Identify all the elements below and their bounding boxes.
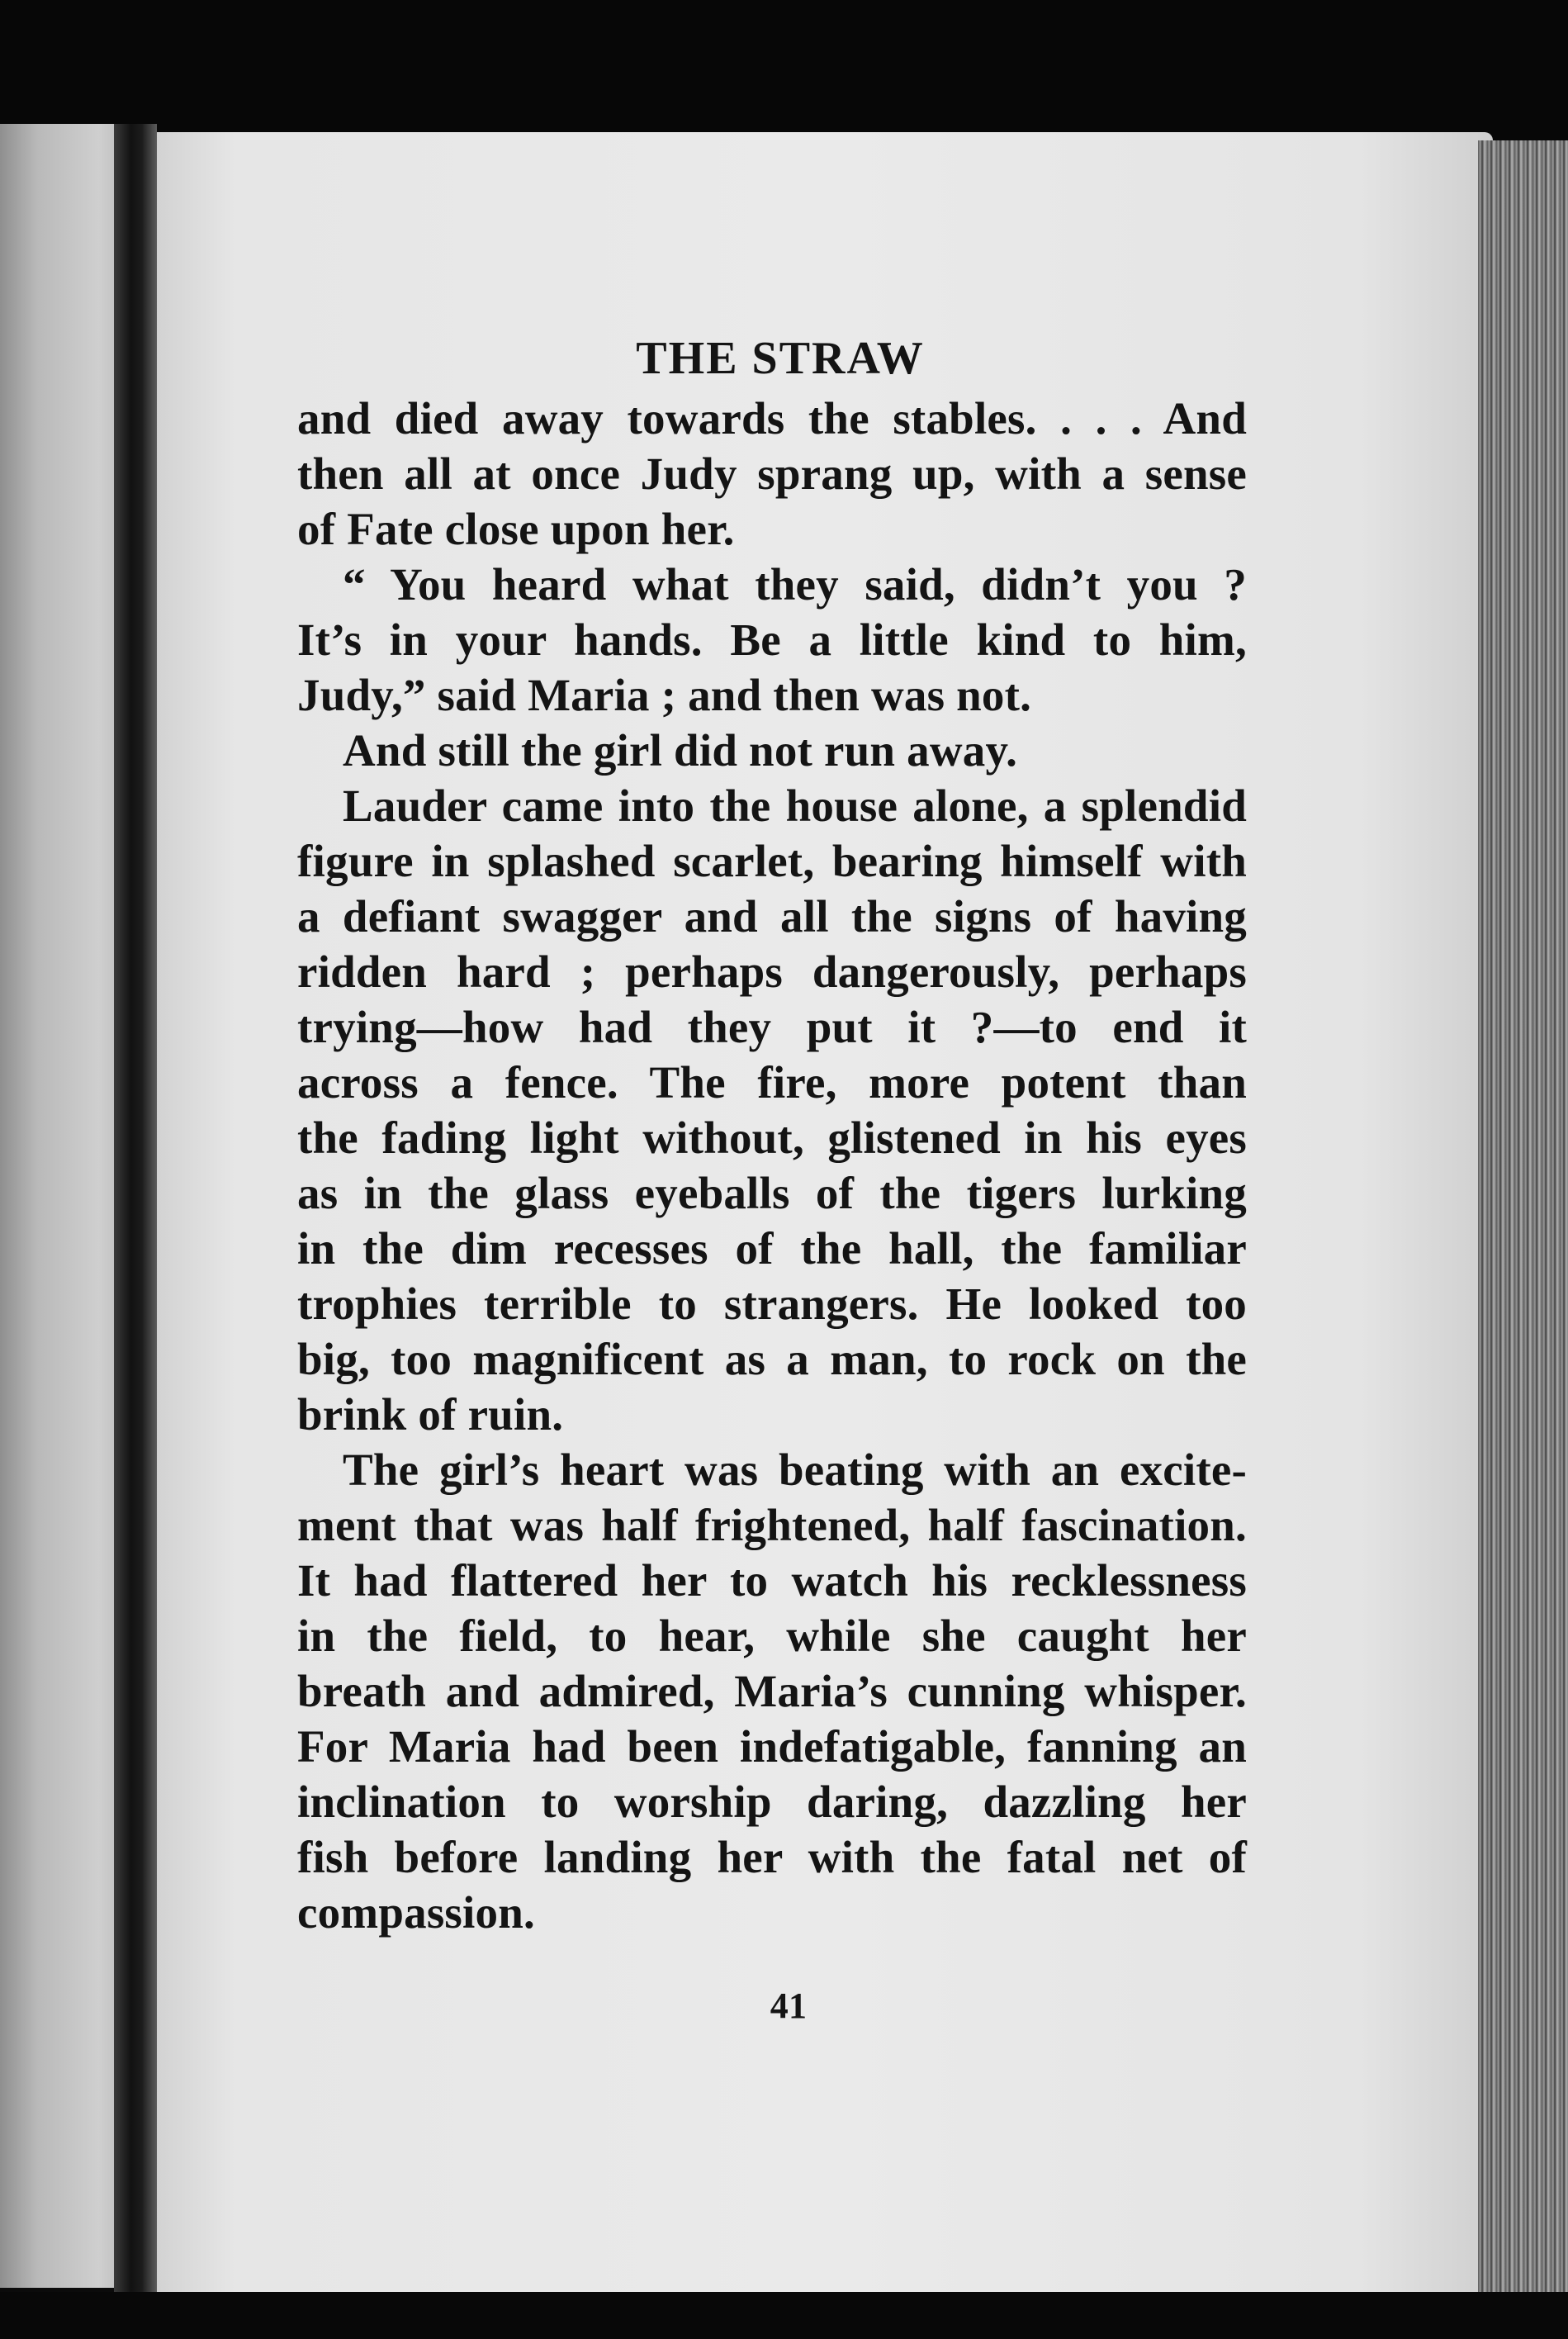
- text-line: It had flattered her to watch his recklessness: [297, 1555, 1247, 1606]
- text-line: the fading light without, glistened in his eyes: [297, 1113, 1247, 1163]
- facing-page-edge: [0, 124, 124, 2288]
- text-line: of Fate close upon her.: [297, 504, 735, 554]
- text-line: “ You heard what they said, didn’t you ?: [343, 559, 1247, 610]
- text-line: It’s in your hands. Be a little kind to him,: [297, 614, 1247, 665]
- text-line: in the field, to hear, while she caught her: [297, 1611, 1247, 1661]
- text-line: big, too magnificent as a man, to rock on the: [297, 1334, 1247, 1384]
- text-line: fish before landing her with the fatal net of: [297, 1832, 1247, 1882]
- paragraph: [297, 557, 1247, 723]
- body-text: [297, 391, 1247, 1940]
- book-gutter: [114, 124, 157, 2313]
- scan-border-top: [0, 0, 1568, 140]
- text-line: ment that was half frightened, half fascination.: [297, 1500, 1247, 1550]
- page-edges-stack: [1478, 140, 1568, 2321]
- paragraph: [297, 1442, 1247, 1940]
- page-text-block: [297, 326, 1247, 2026]
- text-line: breath and admired, Maria’s cunning whisper.: [297, 1666, 1247, 1716]
- text-line: inclination to worship daring, dazzling her: [297, 1777, 1247, 1827]
- running-head: THE STRAW: [636, 333, 925, 384]
- text-line: in the dim recesses of the hall, the familiar: [297, 1223, 1247, 1274]
- text-line: ridden hard ; perhaps dangerously, perhaps: [297, 947, 1247, 997]
- text-line: For Maria had been indefatigable, fanning an: [297, 1721, 1247, 1772]
- text-line: across a fence. The fire, more potent than: [297, 1057, 1247, 1108]
- text-line: trying—how had they put it ?—to end it: [297, 1002, 1247, 1052]
- text-line: as in the glass eyeballs of the tigers lurking: [297, 1168, 1247, 1218]
- text-line: brink of ruin.: [297, 1389, 564, 1440]
- text-line: Judy,” said Maria ; and then was not.: [297, 670, 1032, 720]
- text-line: compassion.: [297, 1887, 535, 1938]
- paragraph: [297, 723, 1247, 778]
- text-line: The girl’s heart was beating with an excite-: [343, 1445, 1247, 1495]
- scan-border-bottom: [0, 2292, 1568, 2339]
- text-line: a defiant swagger and all the signs of having: [297, 891, 1247, 942]
- paragraph: [297, 778, 1247, 1442]
- text-line: and died away towards the stables. . . . And: [297, 393, 1247, 444]
- text-line: then all at once Judy sprang up, with a sense: [297, 448, 1247, 499]
- text-line: trophies terrible to strangers. He looked too: [297, 1279, 1247, 1329]
- text-line: figure in splashed scarlet, bearing himself with: [297, 836, 1247, 886]
- text-line: Lauder came into the house alone, a splendid: [343, 780, 1247, 831]
- text-line: And still the girl did not run away.: [343, 725, 1018, 776]
- page-number: 41: [770, 1986, 808, 2026]
- paragraph: [297, 391, 1247, 557]
